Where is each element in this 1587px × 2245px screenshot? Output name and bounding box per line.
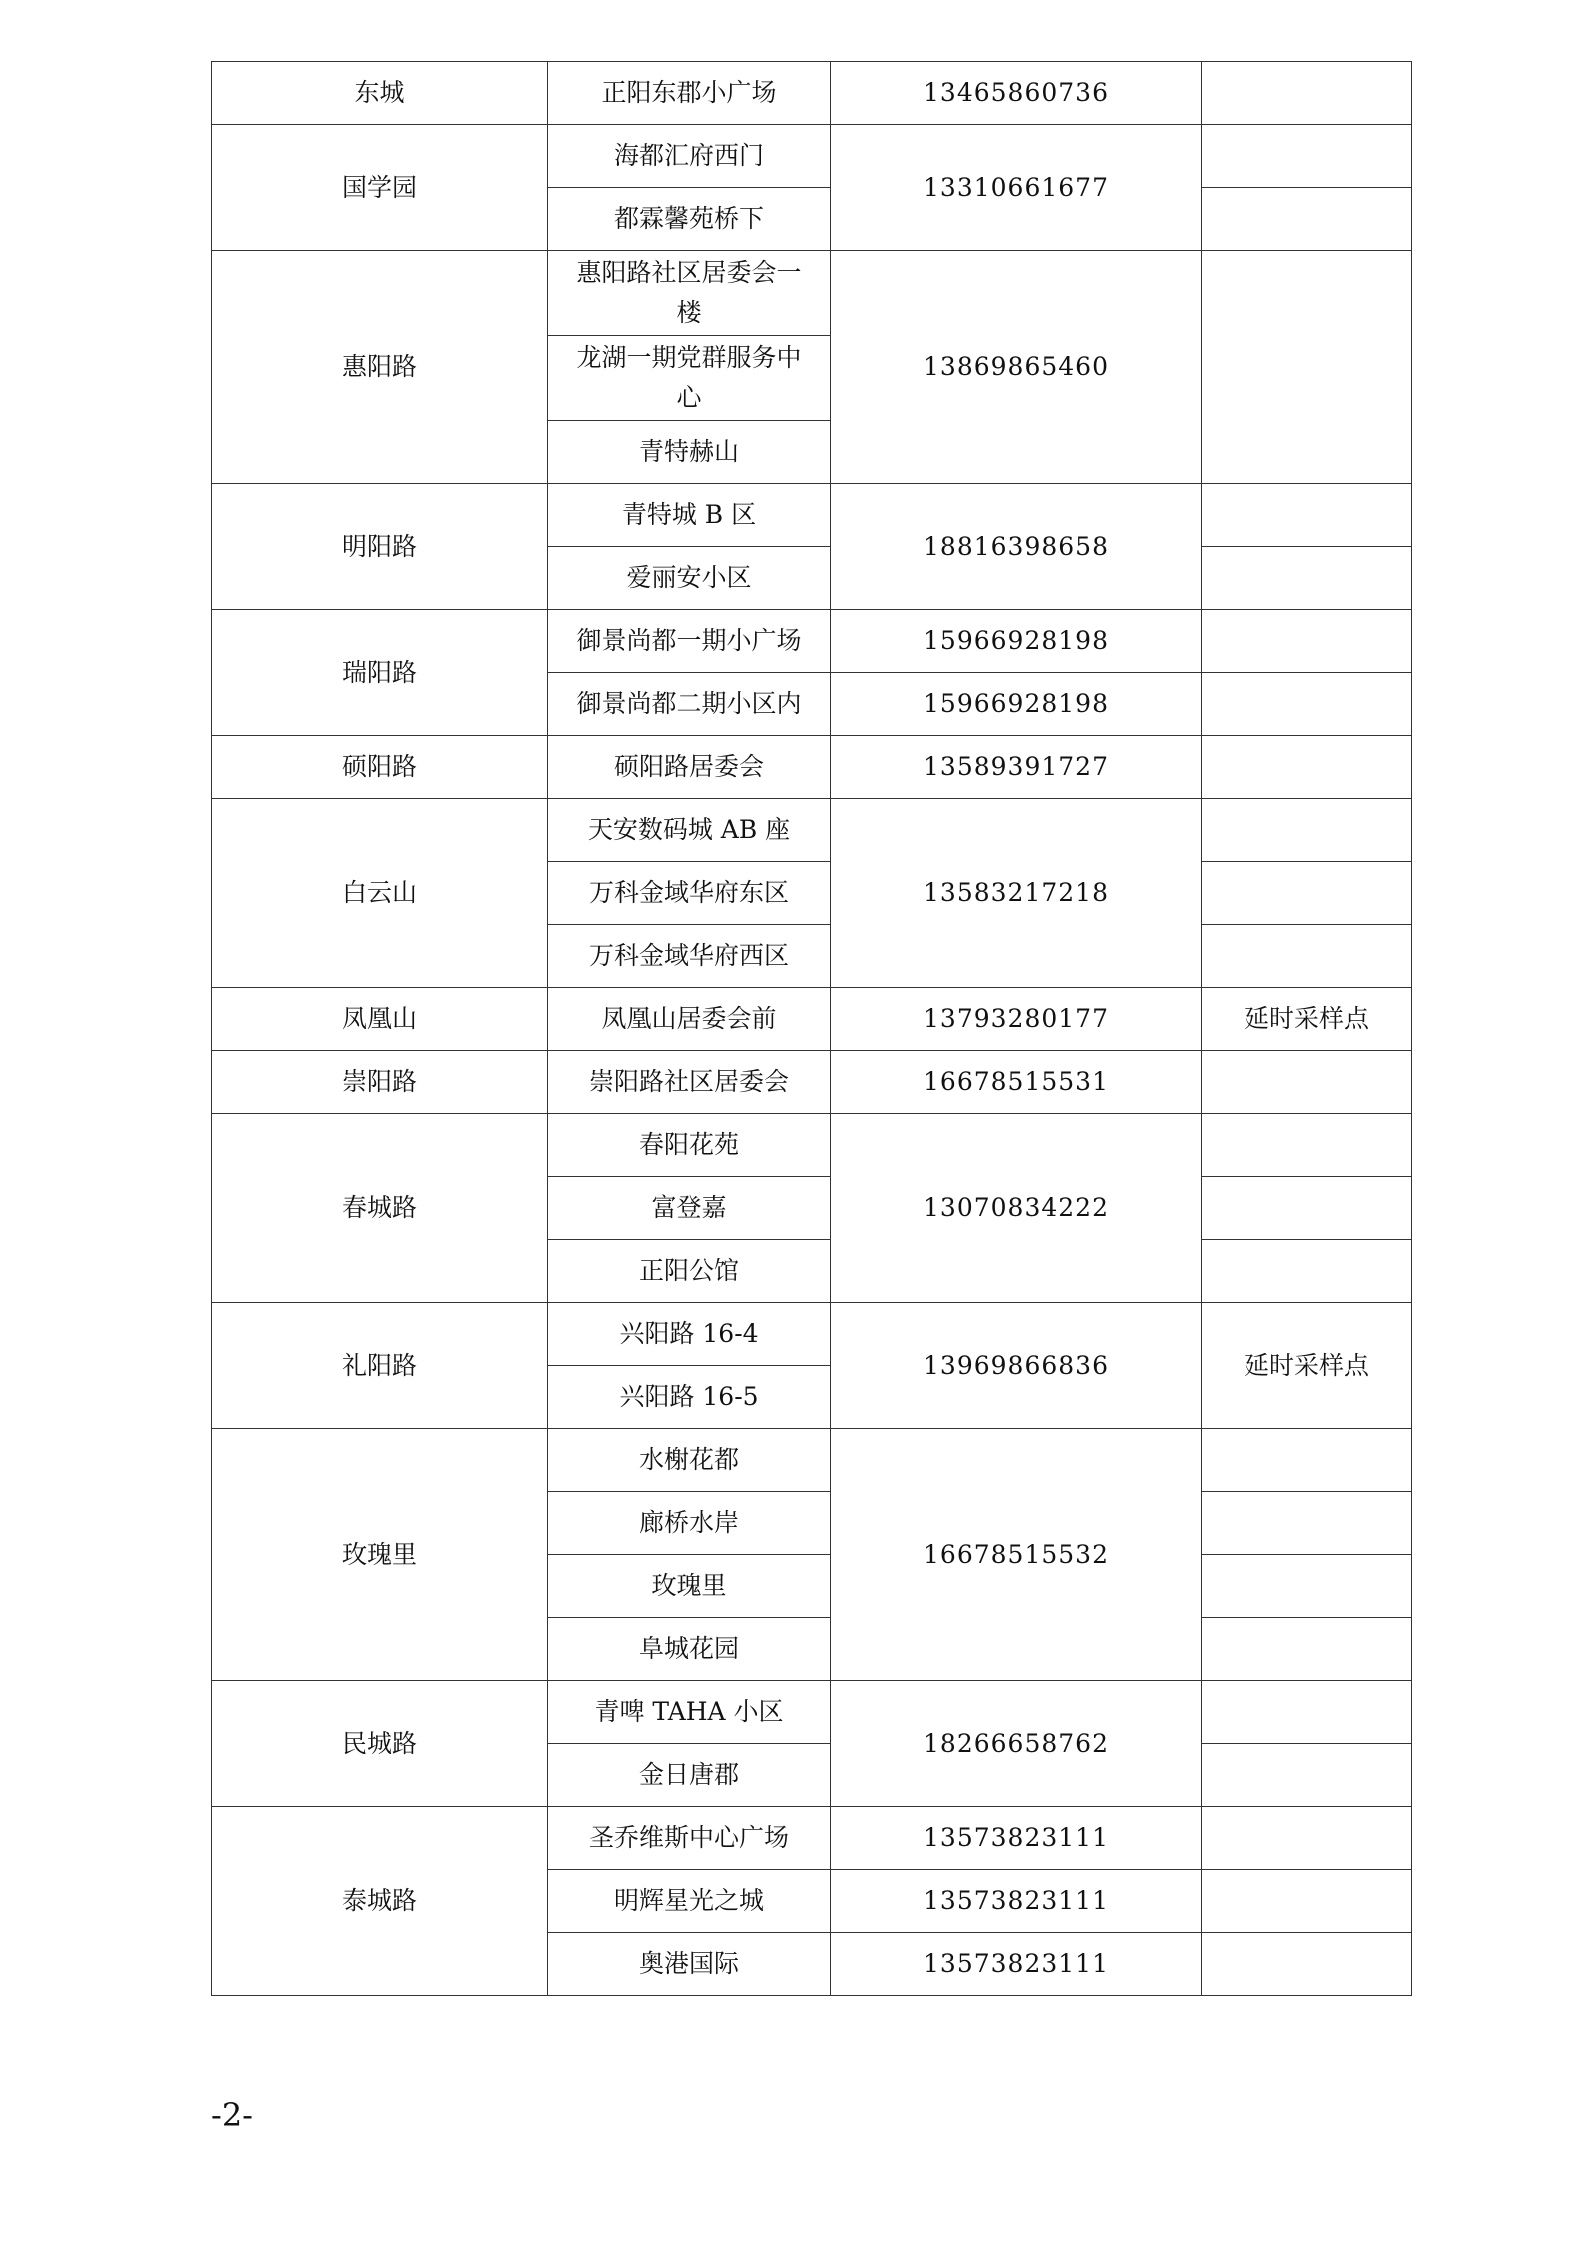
note-cell (1202, 1429, 1412, 1492)
note-cell (1202, 862, 1412, 925)
phone-cell: 13969866836 (831, 1303, 1202, 1429)
phone-cell: 13583217218 (831, 799, 1202, 988)
site-cell: 明辉星光之城 (548, 1870, 831, 1933)
note-cell (1202, 1933, 1412, 1996)
testing-sites-table (211, 61, 1412, 1996)
site-cell: 龙湖一期党群服务中心 (548, 336, 831, 421)
note-cell (1202, 188, 1412, 251)
table-row (212, 988, 1412, 1051)
note-cell (1202, 736, 1412, 799)
note-cell (1202, 799, 1412, 862)
site-cell: 御景尚都一期小广场 (548, 610, 831, 673)
note-cell: 延时采样点 (1202, 988, 1412, 1051)
table-row (212, 610, 1412, 673)
site-cell: 兴阳路 16-5 (548, 1366, 831, 1429)
community-cell: 春城路 (212, 1114, 548, 1303)
site-cell: 青啤 TAHA 小区 (548, 1681, 831, 1744)
site-cell: 凤凰山居委会前 (548, 988, 831, 1051)
note-cell (1202, 1240, 1412, 1303)
site-cell: 都霖馨苑桥下 (548, 188, 831, 251)
site-cell: 万科金域华府东区 (548, 862, 831, 925)
community-cell: 白云山 (212, 799, 548, 988)
site-cell: 天安数码城 AB 座 (548, 799, 831, 862)
site-cell: 青特城 B 区 (548, 484, 831, 547)
note-cell: 延时采样点 (1202, 1303, 1412, 1429)
note-cell (1202, 251, 1412, 484)
table-row (212, 1681, 1412, 1744)
phone-cell: 15966928198 (831, 610, 1202, 673)
phone-cell: 18816398658 (831, 484, 1202, 610)
phone-cell: 13793280177 (831, 988, 1202, 1051)
phone-cell: 16678515531 (831, 1051, 1202, 1114)
table-row (212, 1807, 1412, 1870)
community-cell: 泰城路 (212, 1807, 548, 1996)
note-cell (1202, 1744, 1412, 1807)
phone-cell: 13573823111 (831, 1933, 1202, 1996)
page-number: -2- (211, 2096, 253, 2134)
site-cell: 惠阳路社区居委会一楼 (548, 251, 831, 336)
phone-cell: 13070834222 (831, 1114, 1202, 1303)
note-cell (1202, 547, 1412, 610)
note-cell (1202, 1051, 1412, 1114)
site-cell: 硕阳路居委会 (548, 736, 831, 799)
phone-cell: 13589391727 (831, 736, 1202, 799)
site-cell: 万科金域华府西区 (548, 925, 831, 988)
site-cell: 海都汇府西门 (548, 125, 831, 188)
table-row (212, 1051, 1412, 1114)
table-row (212, 251, 1412, 336)
note-cell (1202, 1681, 1412, 1744)
site-cell: 富登嘉 (548, 1177, 831, 1240)
site-cell: 兴阳路 16-4 (548, 1303, 831, 1366)
note-cell (1202, 610, 1412, 673)
table-body (212, 62, 1412, 1996)
table-row (212, 1303, 1412, 1366)
site-cell: 奥港国际 (548, 1933, 831, 1996)
table-row (212, 736, 1412, 799)
note-cell (1202, 1870, 1412, 1933)
table-row (212, 1114, 1412, 1177)
site-cell: 水榭花都 (548, 1429, 831, 1492)
community-cell: 硕阳路 (212, 736, 548, 799)
table-row (212, 799, 1412, 862)
note-cell (1202, 1555, 1412, 1618)
site-cell: 金日唐郡 (548, 1744, 831, 1807)
community-cell: 崇阳路 (212, 1051, 548, 1114)
site-cell: 正阳东郡小广场 (548, 62, 831, 125)
phone-cell: 18266658762 (831, 1681, 1202, 1807)
note-cell (1202, 1807, 1412, 1870)
community-cell: 民城路 (212, 1681, 548, 1807)
phone-cell: 13869865460 (831, 251, 1202, 484)
site-cell: 廊桥水岸 (548, 1492, 831, 1555)
note-cell (1202, 62, 1412, 125)
note-cell (1202, 673, 1412, 736)
community-cell: 东城 (212, 62, 548, 125)
community-cell: 凤凰山 (212, 988, 548, 1051)
site-cell: 玫瑰里 (548, 1555, 831, 1618)
site-cell: 御景尚都二期小区内 (548, 673, 831, 736)
site-cell: 青特赫山 (548, 421, 831, 484)
site-cell: 爱丽安小区 (548, 547, 831, 610)
site-cell: 圣乔维斯中心广场 (548, 1807, 831, 1870)
site-cell: 崇阳路社区居委会 (548, 1051, 831, 1114)
community-cell: 瑞阳路 (212, 610, 548, 736)
note-cell (1202, 484, 1412, 547)
community-cell: 明阳路 (212, 484, 548, 610)
community-cell: 国学园 (212, 125, 548, 251)
table-row (212, 125, 1412, 188)
note-cell (1202, 1492, 1412, 1555)
phone-cell: 13573823111 (831, 1870, 1202, 1933)
phone-cell: 15966928198 (831, 673, 1202, 736)
phone-cell: 13310661677 (831, 125, 1202, 251)
phone-cell: 13465860736 (831, 62, 1202, 125)
note-cell (1202, 1114, 1412, 1177)
community-cell: 惠阳路 (212, 251, 548, 484)
site-cell: 正阳公馆 (548, 1240, 831, 1303)
phone-cell: 16678515532 (831, 1429, 1202, 1681)
note-cell (1202, 125, 1412, 188)
note-cell (1202, 925, 1412, 988)
community-cell: 礼阳路 (212, 1303, 548, 1429)
site-cell: 阜城花园 (548, 1618, 831, 1681)
table-row (212, 1429, 1412, 1492)
table-row (212, 484, 1412, 547)
note-cell (1202, 1618, 1412, 1681)
site-cell: 春阳花苑 (548, 1114, 831, 1177)
table-row (212, 62, 1412, 125)
note-cell (1202, 1177, 1412, 1240)
phone-cell: 13573823111 (831, 1807, 1202, 1870)
community-cell: 玫瑰里 (212, 1429, 548, 1681)
